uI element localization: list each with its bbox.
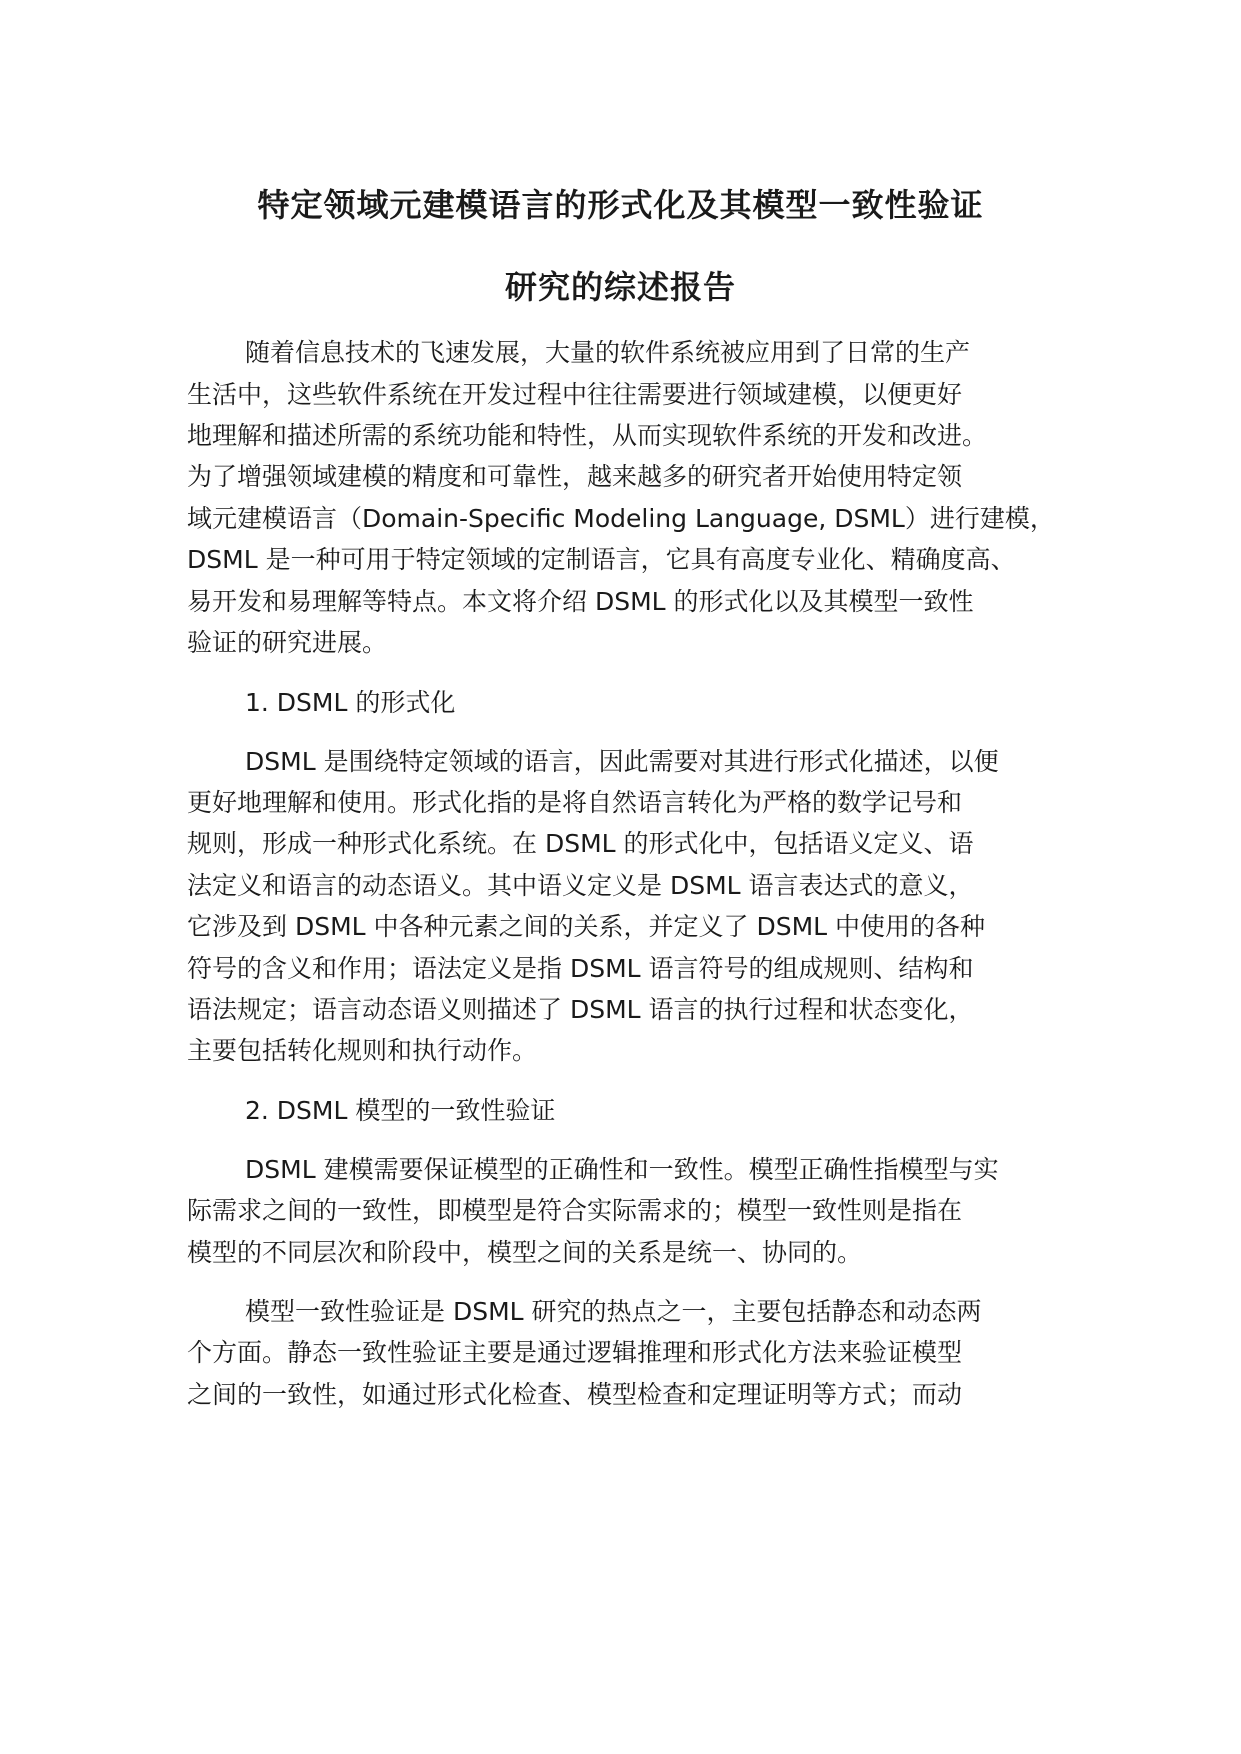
- paragraph-line: 符号的含义和作用；语法定义是指 DSML 语言符号的组成规则、结构和: [187, 954, 974, 983]
- paragraph-line: 为了增强领域建模的精度和可靠性，越来越多的研究者开始使用特定领: [187, 462, 963, 491]
- paragraph-line: 它涉及到 DSML 中各种元素之间的关系，并定义了 DSML 中使用的各种: [187, 912, 986, 941]
- section-heading: 2. DSML 模型的一致性验证: [245, 1096, 556, 1125]
- paragraph-line: 际需求之间的一致性，即模型是符合实际需求的；模型一致性则是指在: [187, 1196, 963, 1225]
- paragraph-line: 地理解和描述所需的系统功能和特性，从而实现软件系统的开发和改进。: [187, 421, 988, 450]
- paragraph-line: 验证的研究进展。: [187, 628, 388, 657]
- paragraph-line: 法定义和语言的动态语义。其中语义定义是 DSML 语言表达式的意义，: [187, 871, 974, 900]
- paragraph-line: 域元建模语言（Domain-Specific Modeling Language, DSML）进行建模，: [187, 504, 1055, 533]
- paragraph-line: DSML 是一种可用于特定领域的定制语言，它具有高度专业化、精确度高、: [187, 545, 1016, 574]
- paragraph-line: DSML 是围绕特定领域的语言，因此需要对其进行形式化描述，以便: [245, 747, 999, 776]
- section-heading: 1. DSML 的形式化: [245, 688, 456, 717]
- paragraph-line: 个方面。静态一致性验证主要是通过逻辑推理和形式化方法来验证模型: [187, 1338, 963, 1367]
- paragraph-line: 模型的不同层次和阶段中，模型之间的关系是统一、协同的。: [187, 1238, 863, 1267]
- paragraph-line: DSML 建模需要保证模型的正确性和一致性。模型正确性指模型与实: [245, 1155, 999, 1184]
- paragraph-line: 生活中，这些软件系统在开发过程中往往需要进行领域建模，以便更好: [187, 380, 963, 409]
- paragraph-line: 随着信息技术的飞速发展，大量的软件系统被应用到了日常的生产: [245, 338, 971, 367]
- paragraph-line: 语法规定；语言动态语义则描述了 DSML 语言的执行过程和状态变化，: [187, 995, 974, 1024]
- paragraph-line: 易开发和易理解等特点。本文将介绍 DSML 的形式化以及其模型一致性: [187, 587, 974, 616]
- paragraph-line: 更好地理解和使用。形式化指的是将自然语言转化为严格的数学记号和: [187, 788, 963, 817]
- document-title-line-1: 特定领域元建模语言的形式化及其模型一致性验证: [257, 186, 984, 224]
- paragraph-line: 模型一致性验证是 DSML 研究的热点之一，主要包括静态和动态两: [245, 1297, 982, 1326]
- document-title-line-2: 研究的综述报告: [504, 268, 736, 306]
- paragraph-line: 之间的一致性，如通过形式化检查、模型检查和定理证明等方式；而动: [187, 1380, 963, 1409]
- paragraph-line: 主要包括转化规则和执行动作。: [187, 1036, 538, 1065]
- paragraph-line: 规则，形成一种形式化系统。在 DSML 的形式化中，包括语义定义、语: [187, 829, 974, 858]
